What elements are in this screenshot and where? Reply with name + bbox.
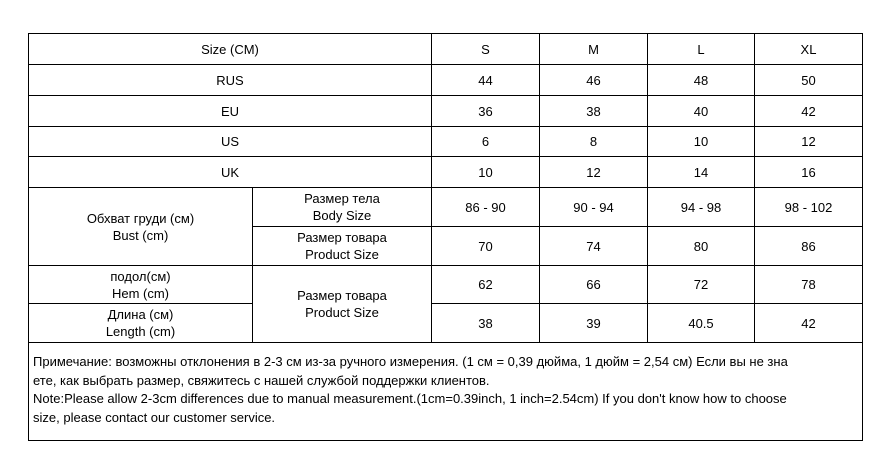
table-row <box>29 96 863 127</box>
cell: 8 <box>540 127 648 157</box>
cell: 72 <box>648 266 755 304</box>
note-line-4: size, please contact our customer service. <box>33 409 276 425</box>
note-row <box>29 343 863 441</box>
hem-label <box>29 266 253 304</box>
cell: 38 <box>540 96 648 127</box>
cell: 48 <box>648 65 755 96</box>
note-line-3: Note:Please allow 2-3cm differences due to manual measurement.(1cm=0.39inch, 1 inch=2.54cm) If you don't know how to choose <box>33 391 787 406</box>
body-size-label-en: Body Size <box>312 208 372 223</box>
cell: 16 <box>755 157 863 188</box>
row-label-uk: UK <box>29 157 432 188</box>
cell: 62 <box>432 266 540 304</box>
cell: 10 <box>648 127 755 157</box>
header-row <box>29 34 863 65</box>
product-size-label <box>253 227 432 266</box>
shared-product-size-label-ru: Размер товара <box>297 288 387 303</box>
length-label-en: Length (cm) <box>105 324 176 339</box>
length-label <box>29 304 253 343</box>
size-l-header: L <box>648 34 755 65</box>
body-size-label-ru: Размер тела <box>304 191 380 206</box>
note <box>29 343 863 441</box>
cell: 98 - 102 <box>755 188 863 227</box>
hem-label-en: Hem (cm) <box>111 285 170 301</box>
table-row <box>29 127 863 157</box>
cell: 70 <box>432 227 540 266</box>
cell: 38 <box>432 304 540 343</box>
cell: 86 <box>755 227 863 266</box>
hem-label-ru: подол(см) <box>110 268 171 284</box>
note-line-1: Примечание: возможны отклонения в 2-3 см из-за ручного измерения. (1 см = 0,39 дюйма, 1 дюйм = 2,54 см) Если вы не зна <box>33 354 788 369</box>
product-size-label-en: Product Size <box>305 247 379 262</box>
cell: 86 - 90 <box>432 188 540 227</box>
table-row <box>29 157 863 188</box>
cell: 12 <box>755 127 863 157</box>
cell: 40 <box>648 96 755 127</box>
table-row <box>29 266 863 304</box>
shared-product-size-label-en: Product Size <box>305 305 379 320</box>
cell: 74 <box>540 227 648 266</box>
product-size-label-ru: Размер товара <box>297 230 387 245</box>
cell: 14 <box>648 157 755 188</box>
cell: 46 <box>540 65 648 96</box>
bust-label-en: Bust (cm) <box>112 227 169 243</box>
cell: 44 <box>432 65 540 96</box>
shared-product-size-label <box>253 266 432 343</box>
header-label: Size (CM) <box>29 34 432 65</box>
size-s-header: S <box>432 34 540 65</box>
cell: 80 <box>648 227 755 266</box>
cell: 90 - 94 <box>540 188 648 227</box>
length-label-ru: Длина (см) <box>107 307 174 322</box>
row-label-eu: EU <box>29 96 432 127</box>
size-chart <box>28 33 862 442</box>
table-row <box>29 65 863 96</box>
bust-label-ru: Обхват груди (см) <box>86 210 195 226</box>
cell: 42 <box>755 304 863 343</box>
size-m-header: M <box>540 34 648 65</box>
cell: 12 <box>540 157 648 188</box>
note-line-2: ете, как выбрать размер, свяжитесь с нашей службой поддержки клиентов. <box>33 372 490 388</box>
row-label-us: US <box>29 127 432 157</box>
table-row <box>29 188 863 227</box>
cell: 50 <box>755 65 863 96</box>
cell: 94 - 98 <box>648 188 755 227</box>
cell: 6 <box>432 127 540 157</box>
row-label-rus: RUS <box>29 65 432 96</box>
cell: 36 <box>432 96 540 127</box>
size-table <box>28 33 863 441</box>
table-row <box>29 304 863 343</box>
cell: 78 <box>755 266 863 304</box>
cell: 10 <box>432 157 540 188</box>
size-xl-header: XL <box>755 34 863 65</box>
body-size-label <box>253 188 432 227</box>
cell: 40.5 <box>648 304 755 343</box>
cell: 66 <box>540 266 648 304</box>
cell: 42 <box>755 96 863 127</box>
bust-label <box>29 188 253 266</box>
cell: 39 <box>540 304 648 343</box>
